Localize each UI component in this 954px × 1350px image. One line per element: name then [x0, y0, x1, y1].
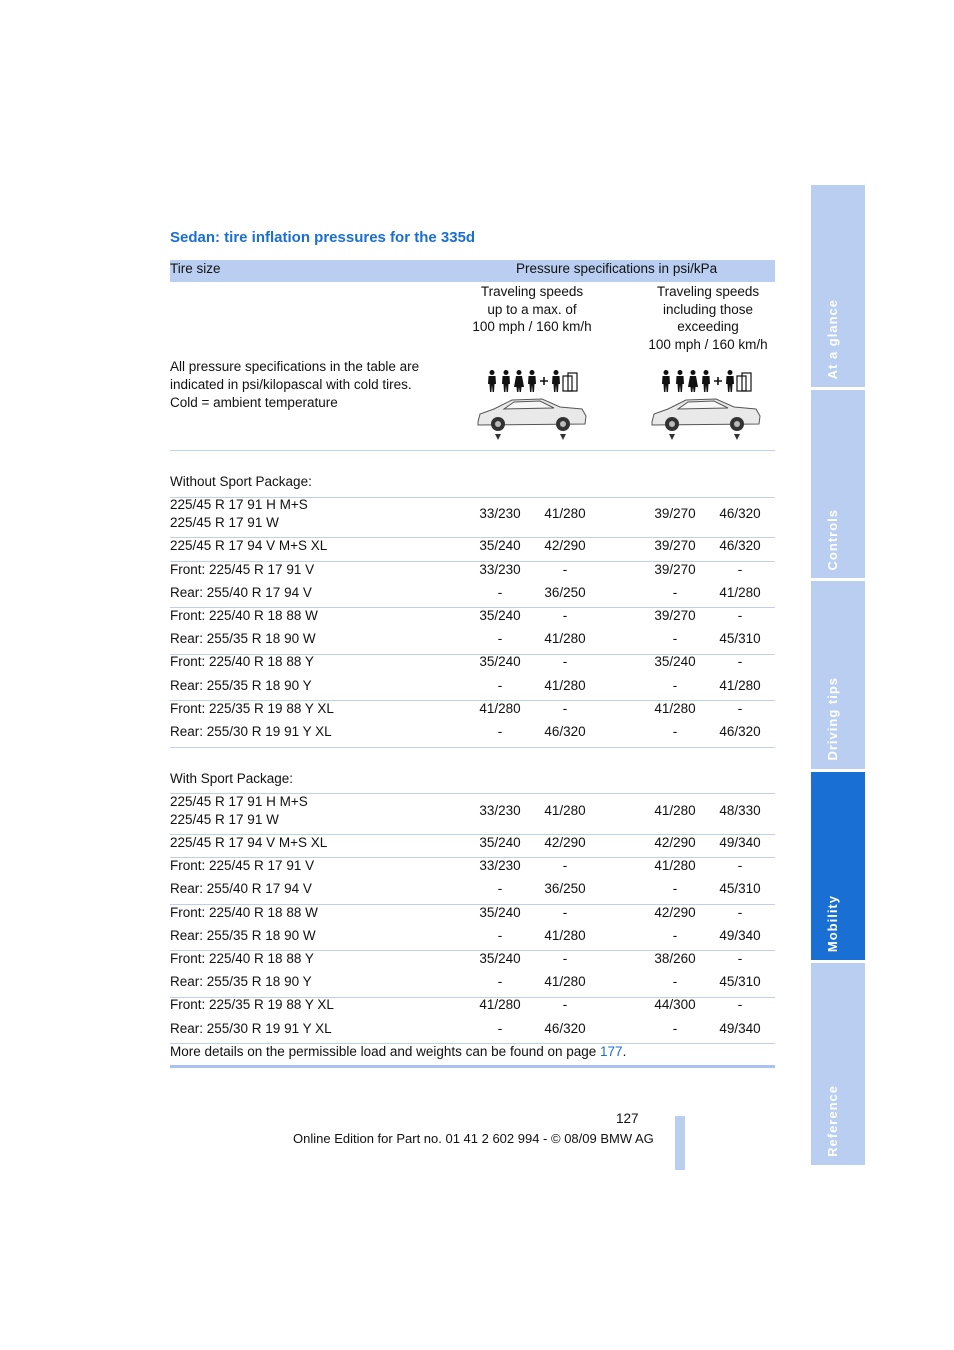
pressure-cell: - — [497, 974, 503, 989]
page-marker — [675, 1116, 685, 1170]
tire-size-cell: Rear: 255/40 R 17 94 V — [170, 585, 312, 600]
pressure-cell: 38/260 — [654, 951, 696, 966]
pressure-cell: - — [562, 608, 568, 623]
pressure-cell: - — [672, 585, 678, 600]
pressure-cell: 45/310 — [719, 881, 761, 896]
pressure-cell: 41/280 — [544, 928, 586, 943]
pressure-cell: 35/240 — [479, 654, 521, 669]
pressure-cell: 46/320 — [544, 1021, 586, 1036]
pressure-cell: - — [497, 678, 503, 693]
pressure-cell: 33/230 — [479, 562, 521, 577]
pressure-cell: - — [562, 654, 568, 669]
pressure-cell: - — [672, 1021, 678, 1036]
tire-size-cell: 225/45 R 17 94 V M+S XL — [170, 835, 328, 850]
pressure-cell: 36/250 — [544, 881, 586, 896]
pressure-cell: 39/270 — [654, 608, 696, 623]
footnote-end: . — [622, 1044, 627, 1059]
pressure-cell: 49/340 — [719, 1021, 761, 1036]
pressure-cell: - — [497, 631, 503, 646]
tire-size-cell: 225/45 R 17 91 W — [170, 515, 279, 530]
tire-size-cell: Front: 225/40 R 18 88 W — [170, 905, 318, 920]
pressure-cell: 41/280 — [719, 678, 761, 693]
tire-size-cell: Rear: 255/35 R 18 90 W — [170, 928, 316, 943]
pressure-cell: 35/240 — [479, 951, 521, 966]
pressure-cell: 35/240 — [479, 538, 521, 553]
pressure-cell: 41/280 — [479, 701, 521, 716]
pressure-cell: - — [672, 928, 678, 943]
tire-size-cell: Rear: 255/30 R 19 91 Y XL — [170, 724, 332, 739]
note-line: indicated in psi/kilopascal with cold tires. — [170, 377, 412, 392]
pressure-cell: - — [562, 905, 568, 920]
pressure-cell: - — [497, 585, 503, 600]
pressure-cell: 41/280 — [544, 803, 586, 818]
pressure-cell: 48/330 — [719, 803, 761, 818]
header-tire-size: Tire size — [170, 261, 221, 276]
pressure-cell: - — [672, 678, 678, 693]
tab-at-a-glance[interactable] — [811, 185, 865, 387]
pressure-cell: 41/280 — [654, 803, 696, 818]
table-divider — [170, 450, 775, 451]
pressure-cell: 39/270 — [654, 538, 696, 553]
tab-reference[interactable] — [811, 963, 865, 1165]
pressure-cell: - — [672, 881, 678, 896]
pressure-cell: - — [497, 928, 503, 943]
tire-size-cell: Rear: 255/40 R 17 94 V — [170, 881, 312, 896]
pressure-cell: 41/280 — [719, 585, 761, 600]
note-line: All pressure specifications in the table are — [170, 359, 420, 374]
pressure-cell: 46/320 — [719, 506, 761, 521]
header-pressure: Pressure specifications in psi/kPa — [516, 261, 718, 276]
footnote-text: More details on the permissible load and weights can be found on page — [170, 1044, 601, 1059]
pressure-cell: 41/280 — [544, 974, 586, 989]
speed-low-heading — [452, 283, 612, 336]
pressure-cell: 42/290 — [654, 905, 696, 920]
tire-size-cell: Front: 225/45 R 17 91 V — [170, 562, 315, 577]
tire-size-cell: 225/45 R 17 91 W — [170, 812, 279, 827]
pressure-note — [170, 358, 450, 412]
section-label: Without Sport Package: — [170, 474, 312, 489]
pressure-cell: 41/280 — [654, 858, 696, 873]
speed-high-heading — [628, 283, 788, 353]
pressure-cell: 39/270 — [654, 506, 696, 521]
table-footnote — [170, 1043, 626, 1061]
tire-size-cell: Rear: 255/30 R 19 91 Y XL — [170, 1021, 332, 1036]
full-load-car-icon — [648, 364, 764, 442]
speed-high-line: including those — [662, 301, 754, 317]
pressure-cell: 44/300 — [654, 997, 696, 1012]
pressure-cell: 35/240 — [654, 654, 696, 669]
pressure-cell: 41/280 — [479, 997, 521, 1012]
tire-size-cell: Front: 225/35 R 19 88 Y XL — [170, 997, 334, 1012]
pressure-cell: - — [562, 701, 568, 716]
full-load-car-icon — [474, 364, 590, 442]
speed-high-line: Traveling speeds — [656, 284, 760, 299]
pressure-cell: 49/340 — [719, 928, 761, 943]
pressure-cell: 42/290 — [544, 538, 586, 553]
pressure-cell: 42/290 — [654, 835, 696, 850]
pressure-cell: - — [672, 974, 678, 989]
tire-size-cell: Front: 225/40 R 18 88 Y — [170, 951, 314, 966]
pressure-cell: - — [497, 724, 503, 739]
pressure-cell: - — [737, 608, 743, 623]
pressure-cell: 41/280 — [544, 631, 586, 646]
speed-low-line: up to a max. of — [487, 301, 577, 317]
pressure-cell: 33/230 — [479, 803, 521, 818]
pressure-cell: 41/280 — [544, 678, 586, 693]
speed-high-line: exceeding — [677, 319, 739, 335]
page-number: 127 — [616, 1111, 639, 1126]
pressure-cell: 46/320 — [544, 724, 586, 739]
pressure-cell: - — [497, 1021, 503, 1036]
pressure-cell: 45/310 — [719, 631, 761, 646]
tab-label: Controls — [825, 508, 840, 570]
page-link[interactable]: 177 — [600, 1044, 623, 1059]
pressure-cell: - — [562, 562, 568, 577]
tab-label: Driving tips — [825, 677, 840, 761]
tab-label: At a glance — [825, 298, 840, 379]
pressure-cell: 39/270 — [654, 562, 696, 577]
pressure-cell: 45/310 — [719, 974, 761, 989]
pressure-cell: 35/240 — [479, 905, 521, 920]
pressure-cell: 49/340 — [719, 835, 761, 850]
pressure-cell: - — [562, 997, 568, 1012]
pressure-cell: - — [672, 631, 678, 646]
tab-label: Mobility — [825, 894, 840, 952]
pressure-cell: - — [737, 654, 743, 669]
tire-size-cell: Front: 225/40 R 18 88 W — [170, 608, 318, 623]
table-header — [170, 260, 775, 282]
pressure-cell: - — [562, 858, 568, 873]
speed-high-line: 100 mph / 160 km/h — [648, 336, 768, 352]
pressure-cell: - — [672, 724, 678, 739]
section-label: With Sport Package: — [170, 771, 294, 786]
tire-size-cell: 225/45 R 17 94 V M+S XL — [170, 538, 328, 553]
pressure-cell: 33/230 — [479, 858, 521, 873]
tab-mobility[interactable] — [811, 772, 865, 960]
speed-low-line: Traveling speeds — [480, 284, 584, 299]
pressure-cell: 36/250 — [544, 585, 586, 600]
tire-size-cell: Front: 225/40 R 18 88 Y — [170, 654, 314, 669]
pressure-cell: 46/320 — [719, 724, 761, 739]
tire-size-cell: Front: 225/35 R 19 88 Y XL — [170, 701, 334, 716]
tire-size-cell: Front: 225/45 R 17 91 V — [170, 858, 315, 873]
note-line: Cold = ambient temperature — [170, 395, 338, 410]
pressure-cell: - — [737, 701, 743, 716]
pressure-cell: - — [737, 562, 743, 577]
pressure-cell: - — [737, 997, 743, 1012]
pressure-cell: - — [737, 951, 743, 966]
tire-size-cell: Rear: 255/35 R 18 90 Y — [170, 974, 312, 989]
pressure-cell: 46/320 — [719, 538, 761, 553]
pressure-cell: 41/280 — [544, 506, 586, 521]
section-title: Sedan: tire inflation pressures for the 335d — [170, 229, 476, 246]
pressure-cell: 35/240 — [479, 608, 521, 623]
pressure-cell: 41/280 — [654, 701, 696, 716]
tab-driving-tips[interactable] — [811, 581, 865, 769]
pressure-cell: 33/230 — [479, 506, 521, 521]
tab-controls[interactable] — [811, 390, 865, 578]
table-bottom-bar — [170, 1065, 775, 1068]
pressure-cell: - — [737, 905, 743, 920]
tire-size-cell: 225/45 R 17 91 H M+S — [170, 794, 308, 809]
edition-line: Online Edition for Part no. 01 41 2 602 994 - © 08/09 BMW AG — [293, 1131, 654, 1146]
tire-size-cell: 225/45 R 17 91 H M+S — [170, 497, 308, 512]
tire-size-cell: Rear: 255/35 R 18 90 Y — [170, 678, 312, 693]
tire-size-cell: Rear: 255/35 R 18 90 W — [170, 631, 316, 646]
pressure-cell: - — [737, 858, 743, 873]
tab-label: Reference — [825, 1085, 840, 1157]
pressure-cell: 42/290 — [544, 835, 586, 850]
pressure-cell: - — [497, 881, 503, 896]
pressure-cell: - — [562, 951, 568, 966]
table-divider — [170, 747, 775, 748]
speed-low-line: 100 mph / 160 km/h — [472, 319, 592, 335]
pressure-cell: 35/240 — [479, 835, 521, 850]
